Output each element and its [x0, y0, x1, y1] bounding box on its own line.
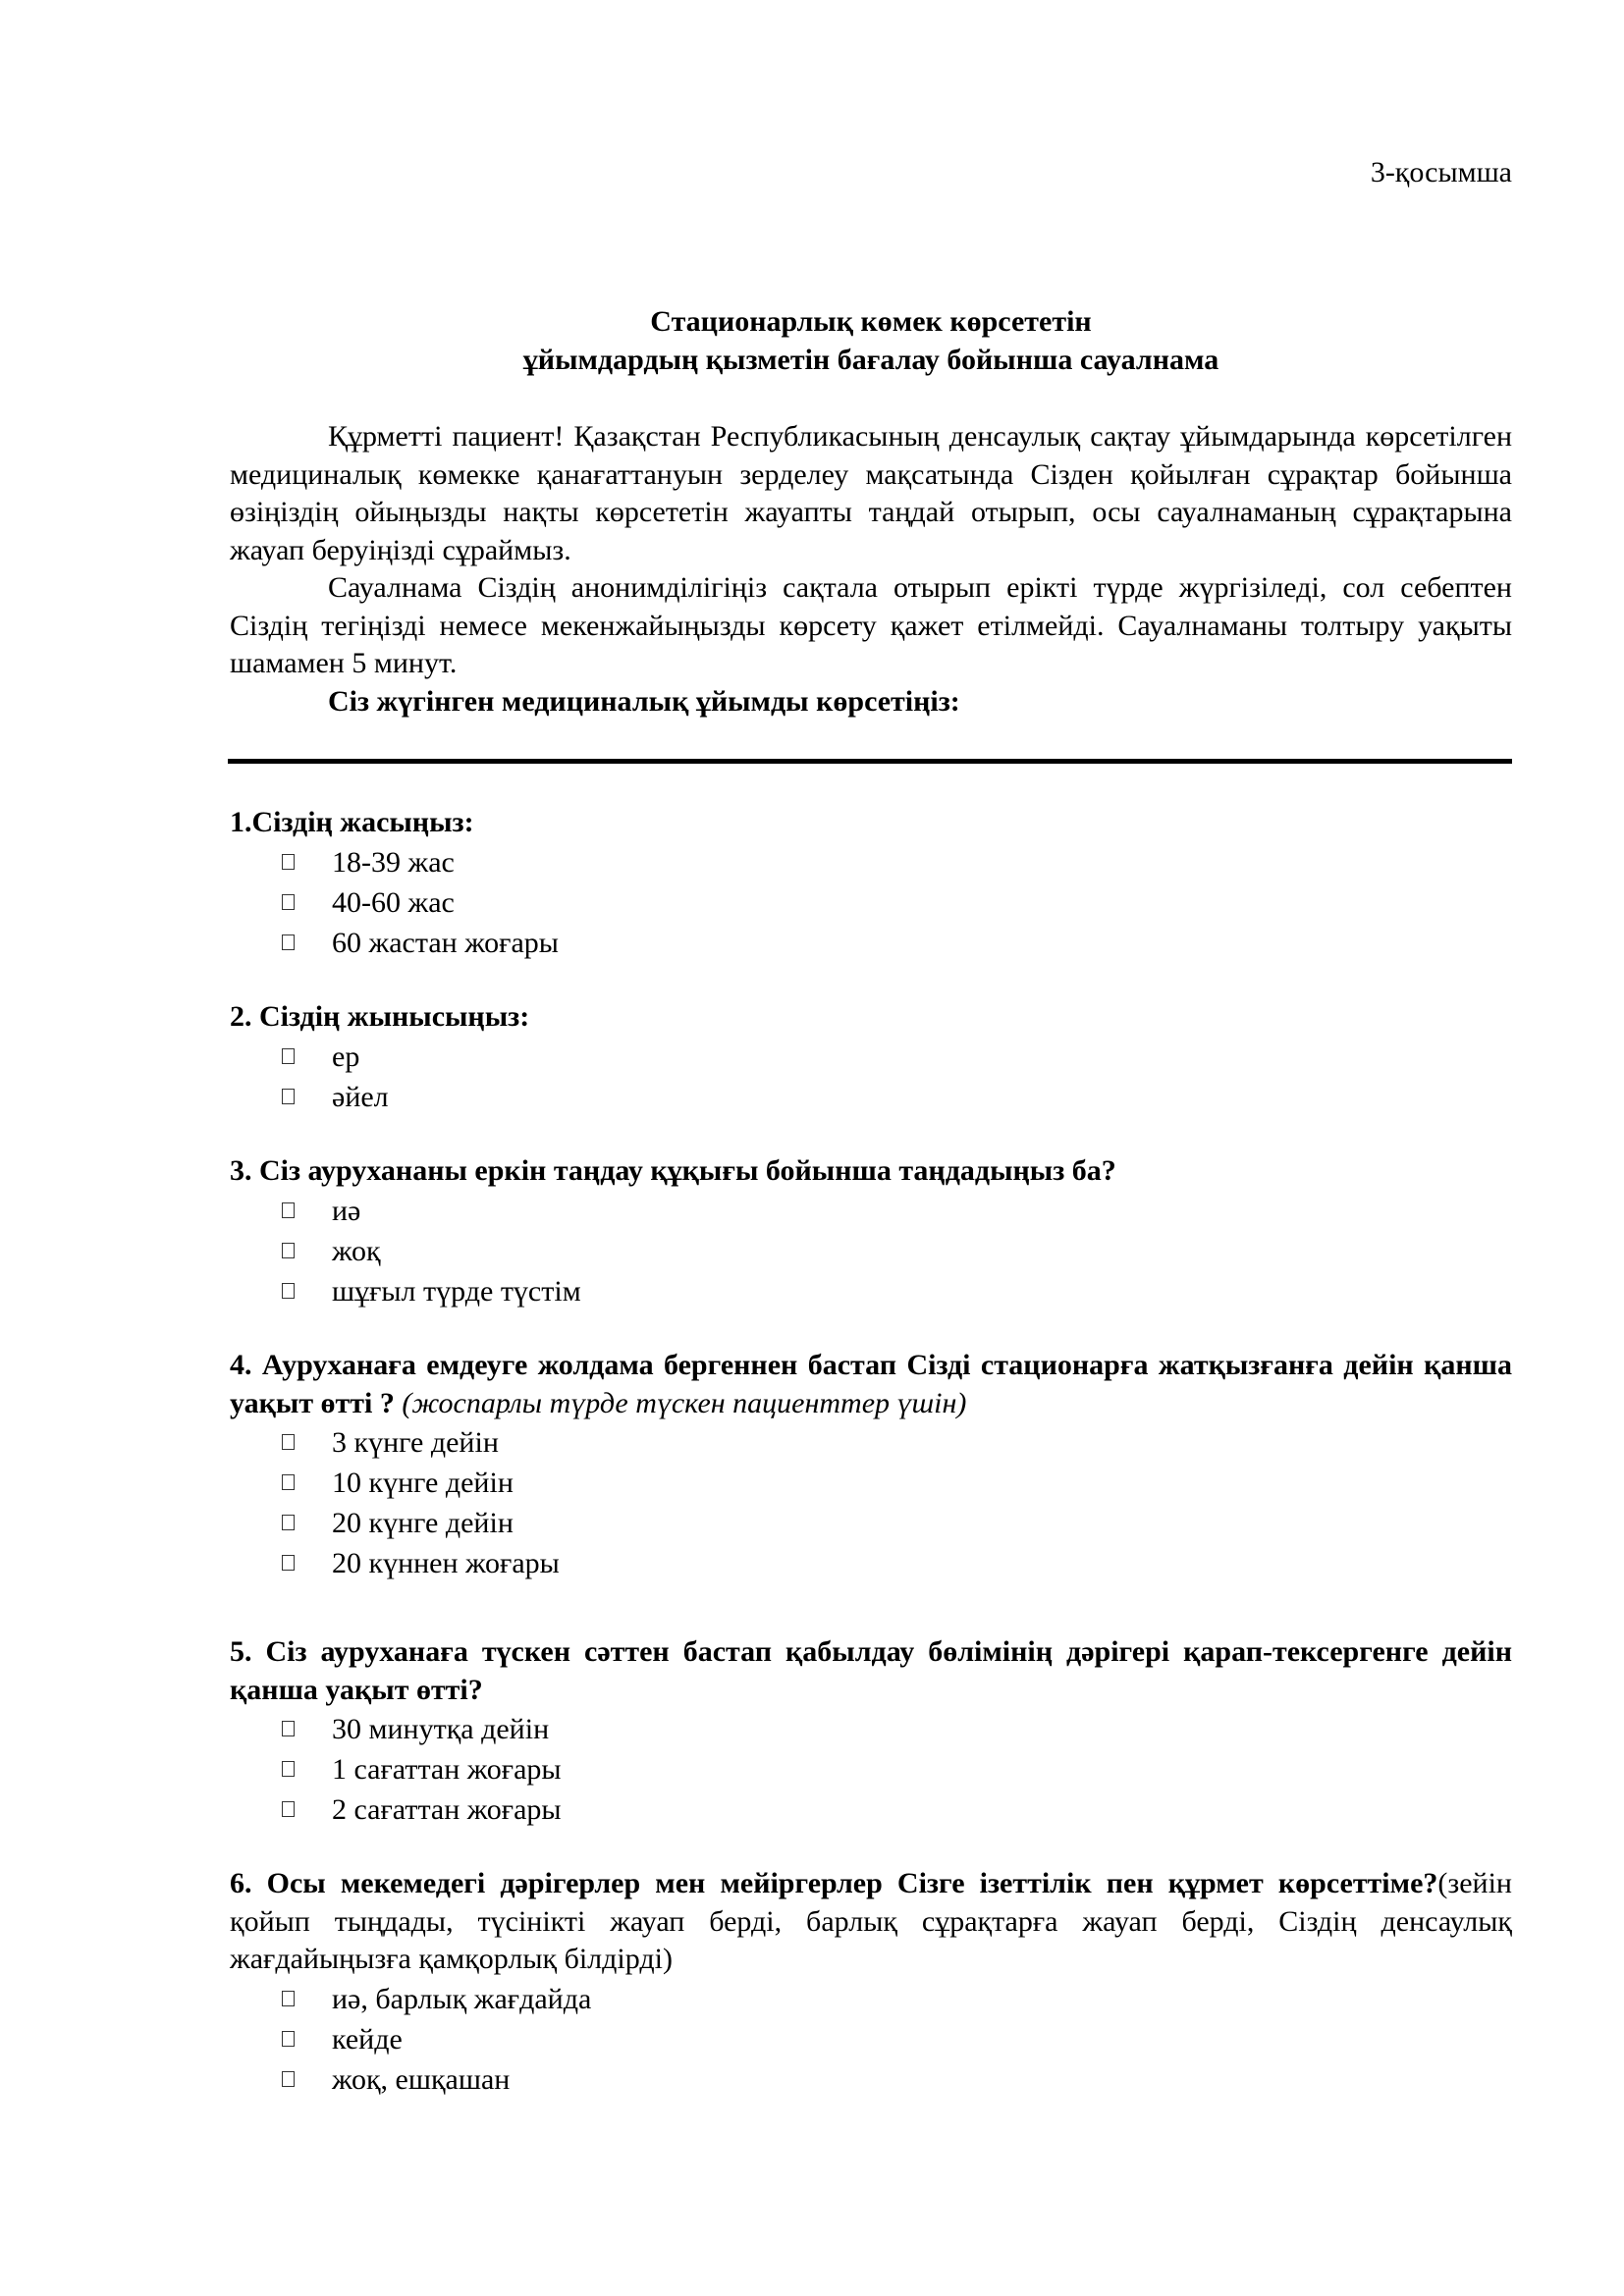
option-list [230, 1191, 1512, 1311]
option-label: 20 күнге дейін [332, 1507, 514, 1539]
checkbox-icon[interactable] [282, 1761, 295, 1777]
checkbox-icon[interactable] [282, 1283, 295, 1299]
option-label: иә, барлық жағдайда [332, 1982, 592, 2015]
option-item[interactable] [230, 1231, 1512, 1271]
question-title: 2. Сіздің жынысыңыз: [230, 1000, 530, 1033]
option-label: жоқ [332, 1234, 381, 1267]
checkbox-icon[interactable] [282, 2031, 295, 2047]
checkbox-icon[interactable] [282, 1434, 295, 1450]
organization-answer-line[interactable] [228, 759, 1512, 764]
document-title [230, 302, 1512, 379]
option-item[interactable] [230, 882, 1512, 923]
option-label: 18-39 жас [332, 845, 455, 879]
question-text: 6. Осы мекемедегі дәрігерлер мен мейіргерлер Сізге ізеттілік пен құрмет көрсеттіме? [230, 1867, 1438, 1899]
question-title [230, 1865, 1512, 1979]
option-list [230, 1422, 1512, 1583]
option-item[interactable] [230, 1709, 1512, 1749]
option-label: 40-60 жас [332, 885, 455, 919]
option-list [230, 1709, 1512, 1830]
checkbox-icon[interactable] [282, 1991, 295, 2006]
option-list [230, 1037, 1512, 1117]
checkbox-icon[interactable] [282, 1202, 295, 1218]
checkbox-icon[interactable] [282, 1089, 295, 1104]
option-list [230, 1979, 1512, 2100]
question-2 [230, 998, 1512, 1117]
option-label: 20 күннен жоғары [332, 1547, 560, 1579]
checkbox-icon[interactable] [282, 1243, 295, 1258]
intro-paragraph: Сауалнама Сіздің анонимділігіңіз сақтала отырып ерікті түрде жүргізіледі, сол себептен Сіздің тегіңізді немесе мекенжайыңызды көрсету қажет етілмейді. Сауалнаманы толтыру уақыты шамамен 5 минут. [230, 571, 1512, 679]
option-item[interactable] [230, 1037, 1512, 1077]
title-line-2: ұйымдардың қызметін бағалау бойынша сауалнама [522, 344, 1219, 376]
organization-prompt: Сіз жүгінген медициналық ұйымды көрсетіңіз: [328, 684, 960, 718]
option-item[interactable] [230, 1271, 1512, 1311]
option-label: 60 жастан жоғары [332, 926, 559, 959]
question-3 [230, 1152, 1512, 1311]
option-item[interactable] [230, 1422, 1512, 1463]
checkbox-icon[interactable] [282, 934, 295, 950]
option-item[interactable] [230, 2059, 1512, 2100]
question-5 [230, 1633, 1512, 1830]
option-label: 2 сағаттан жоғары [332, 1793, 562, 1826]
question-title: 1.Сіздің жасыңыз: [230, 806, 474, 838]
question-text: 4. Ауруханаға емдеуге жолдама бергеннен бастап Сізді стационарға жатқызғанға дейін қанша уақыт өтті ? [230, 1349, 1512, 1419]
question-title: 3. Сіз аурухананы еркін таңдау құқығы бойынша таңдадыңыз ба? [230, 1154, 1116, 1187]
option-label: ер [332, 1040, 360, 1073]
appendix-label: 3-қосымша [1370, 156, 1512, 188]
checkbox-icon[interactable] [282, 2071, 295, 2087]
checkbox-icon[interactable] [282, 1721, 295, 1736]
question-note: (зейін қойып тыңдады, түсінікті жауап берді, барлық сұрақтарға жауап берді, Сіздің денсаулық жағдайыңызға қамқорлық білдірді) [230, 1867, 1512, 1975]
checkbox-icon[interactable] [282, 1801, 295, 1817]
option-label: шұғыл түрде түстім [332, 1274, 581, 1308]
question-note: (жоспарлы түрде түскен пациенттер үшін) [402, 1386, 967, 1419]
option-item[interactable] [230, 1503, 1512, 1543]
option-item[interactable] [230, 1979, 1512, 2019]
checkbox-icon[interactable] [282, 1474, 295, 1490]
option-item[interactable] [230, 842, 1512, 882]
question-1 [230, 804, 1512, 963]
question-6 [230, 1865, 1512, 2100]
checkbox-icon[interactable] [282, 1555, 295, 1571]
option-label: 10 күнге дейін [332, 1467, 514, 1499]
title-line-1: Стационарлық көмек көрсететін [650, 305, 1092, 338]
option-label: 1 сағаттан жоғары [332, 1753, 562, 1786]
option-item[interactable] [230, 1789, 1512, 1830]
checkbox-icon[interactable] [282, 1048, 295, 1064]
option-item[interactable] [230, 923, 1512, 963]
option-item[interactable] [230, 1749, 1512, 1789]
option-label: жоқ, ешқашан [332, 2062, 511, 2096]
option-list [230, 842, 1512, 963]
option-label: әйел [332, 1080, 389, 1113]
option-item[interactable] [230, 1463, 1512, 1503]
option-label: 3 күнге дейін [332, 1426, 499, 1459]
checkbox-icon[interactable] [282, 894, 295, 910]
option-label: кейде [332, 2022, 403, 2056]
question-title [230, 1347, 1512, 1422]
option-item[interactable] [230, 2019, 1512, 2059]
question-4 [230, 1347, 1512, 1583]
checkbox-icon[interactable] [282, 854, 295, 870]
option-item[interactable] [230, 1077, 1512, 1117]
question-title: 5. Сіз ауруханаға түскен сәттен бастап қабылдау бөлімінің дәрігері қарап-тексергенге дейін қанша уақыт өтті? [230, 1635, 1512, 1706]
checkbox-icon[interactable] [282, 1515, 295, 1530]
option-item[interactable] [230, 1191, 1512, 1231]
option-label: 30 минутқа дейін [332, 1713, 550, 1745]
intro-section [230, 418, 1512, 721]
option-label: иә [332, 1194, 361, 1227]
intro-paragraph: Құрметті пациент! Қазақстан Республикасының денсаулық сақтау ұйымдарында көрсетілген медициналық көмекке қанағаттануын зерделеу мақсатында Сізден қойылған сұрақтар бойынша өзіңіздің ойыңызды нақты көрсететін жауапты таңдай отырып, осы сауалнаманың сұрақтарына жауап беруіңізді сұраймыз. [230, 420, 1512, 566]
option-item[interactable] [230, 1543, 1512, 1583]
